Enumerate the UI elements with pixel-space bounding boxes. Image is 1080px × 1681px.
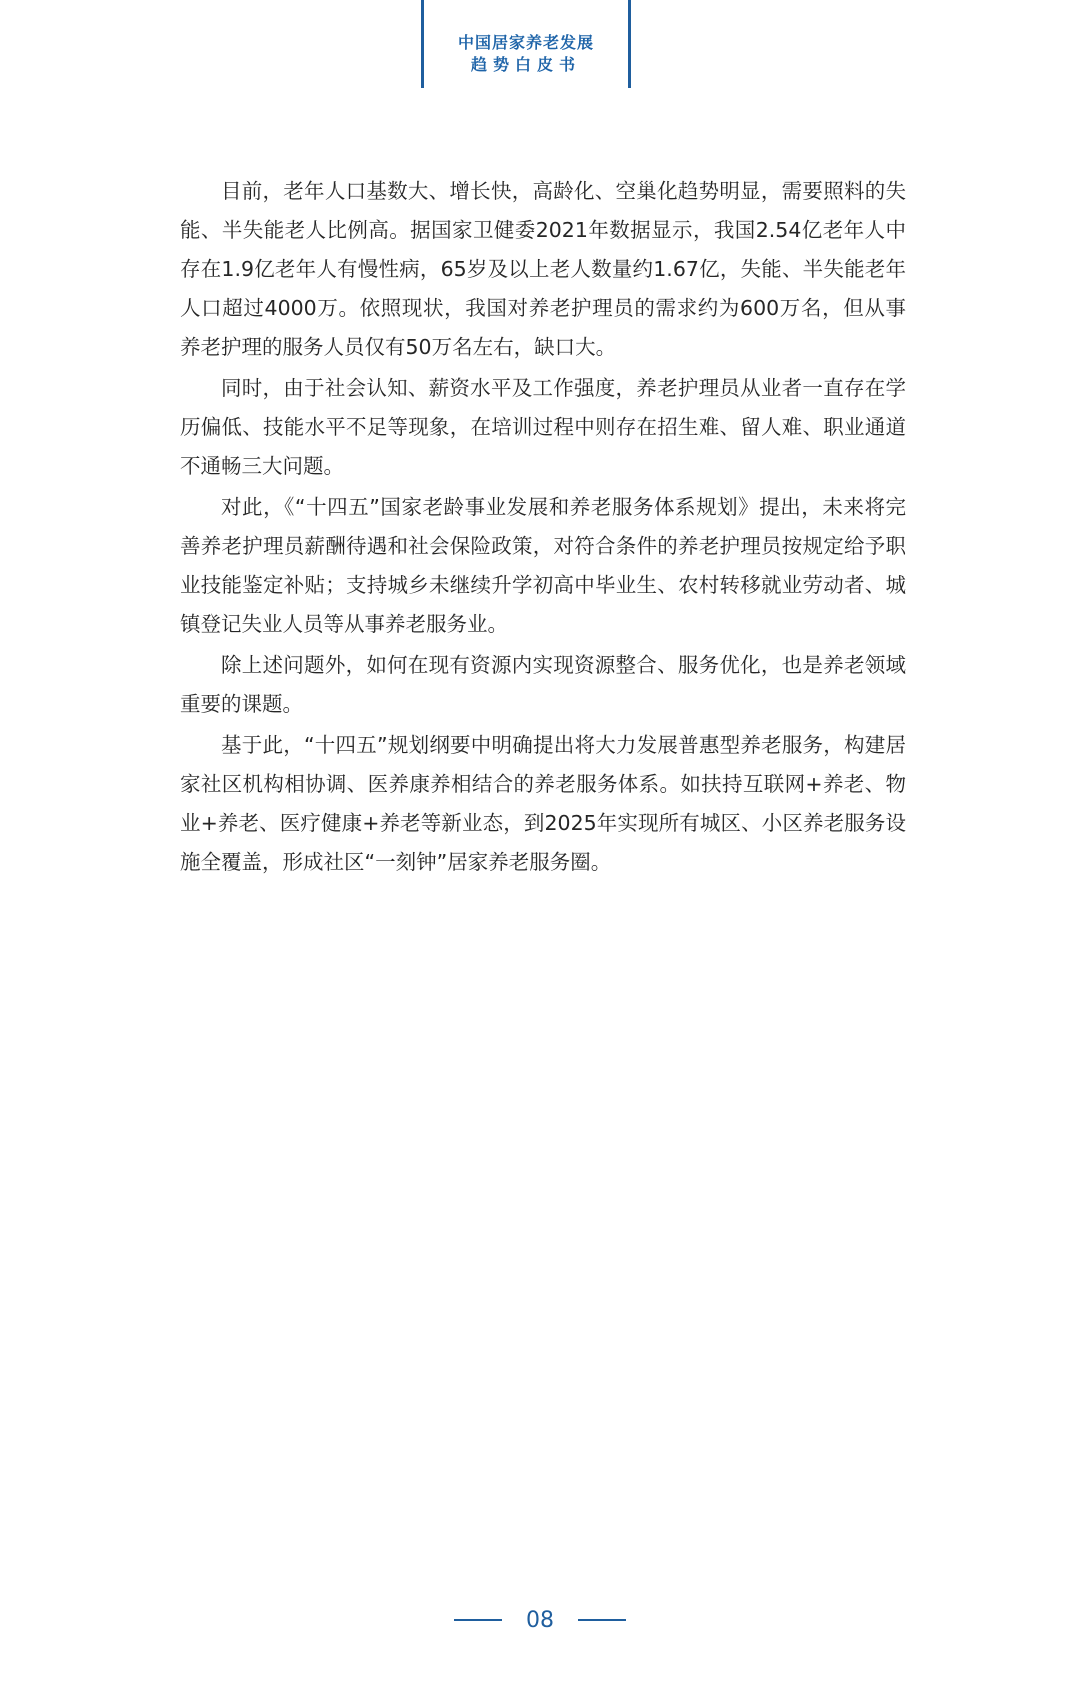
paragraph: 同时，由于社会认知、薪资水平及工作强度，养老护理员从业者一直存在学历偏低、技能水平不足等现象，在培训过程中则存在招生难、留人难、职业通道不通畅三大问题。 [180,376,906,478]
body-text [180,172,906,884]
paragraph: 基于此，“十四五”规划纲要中明确提出将大力发展普惠型养老服务，构建居家社区机构相协调、医养康养相结合的养老服务体系。如扶持互联网+养老、物业+养老、医疗健康+养老等新业态，到2025年实现所有城区、小区养老服务设施全覆盖，形成社区“一刻钟”居家养老服务圈。 [180,733,906,874]
header-tab [421,0,631,88]
footer-divider-right [578,1619,626,1621]
paragraph: 除上述问题外，如何在现有资源内实现资源整合、服务优化，也是养老领域重要的课题。 [180,653,906,716]
page-number: 08 [526,1607,554,1633]
header-title-line2: 趋势白皮书 [470,55,581,74]
footer-divider-left [454,1619,502,1621]
header-title-line1: 中国居家养老发展 [457,33,594,52]
page-footer [0,1600,1080,1640]
paragraph: 目前，老年人口基数大、增长快，高龄化、空巢化趋势明显，需要照料的失能、半失能老人比例高。据国家卫健委2021年数据显示，我国2.54亿老年人中存在1.9亿老年人有慢性病，65岁及以上老人数量约1.67亿，失能、半失能老年人口超过4000万。依照现状，我国对养老护理员的需求约为600万名，但从事养老护理的服务人员仅有50万名左右，缺口大。 [180,179,906,359]
paragraph: 对此，《“十四五”国家老龄事业发展和养老服务体系规划》提出，未来将完善养老护理员薪酬待遇和社会保险政策，对符合条件的养老护理员按规定给予职业技能鉴定补贴；支持城乡未继续升学初高中毕业生、农村转移就业劳动者、城镇登记失业人员等从事养老服务业。 [180,495,906,636]
